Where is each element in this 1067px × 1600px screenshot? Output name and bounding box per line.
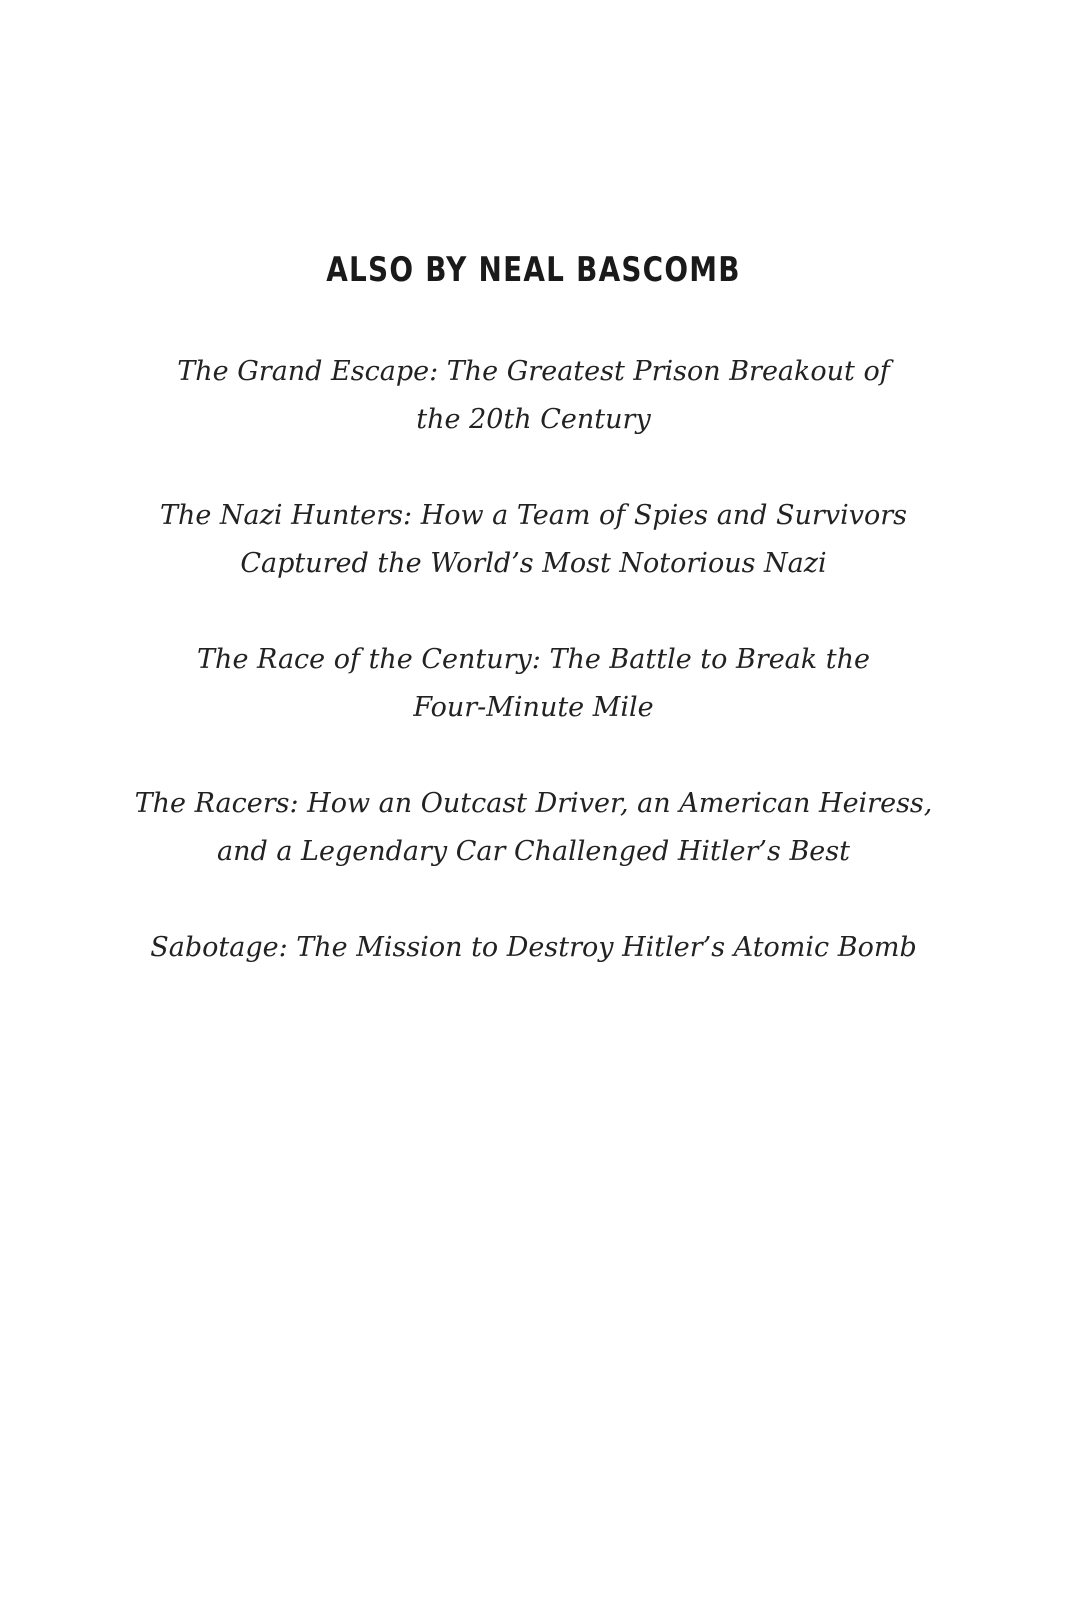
book-title-entry <box>60 492 1007 588</box>
book-title-line: The Racers: How an Outcast Driver, an American Heiress, <box>134 788 933 819</box>
page-heading: ALSO BY NEAL BASCOMB <box>326 250 741 290</box>
book-title-line: Captured the World’s Most Notorious Nazi <box>240 548 827 579</box>
book-title-line: Four-Minute Mile <box>413 692 654 723</box>
book-title-line: and a Legendary Car Challenged Hitler’s Best <box>217 836 850 867</box>
book-title-entry <box>60 348 1007 444</box>
book-title-entry <box>60 924 1007 972</box>
book-title-line: The Grand Escape: The Greatest Prison Breakout of <box>177 356 890 387</box>
book-list <box>60 348 1007 1020</box>
book-title-entry <box>60 780 1007 876</box>
book-title-line: The Nazi Hunters: How a Team of Spies and Survivors <box>159 500 908 531</box>
book-title-line: Sabotage: The Mission to Destroy Hitler’s Atomic Bomb <box>150 932 917 963</box>
book-title-line: The Race of the Century: The Battle to Break the <box>197 644 870 675</box>
book-title-line: the 20th Century <box>416 404 651 435</box>
book-title-entry <box>60 636 1007 732</box>
